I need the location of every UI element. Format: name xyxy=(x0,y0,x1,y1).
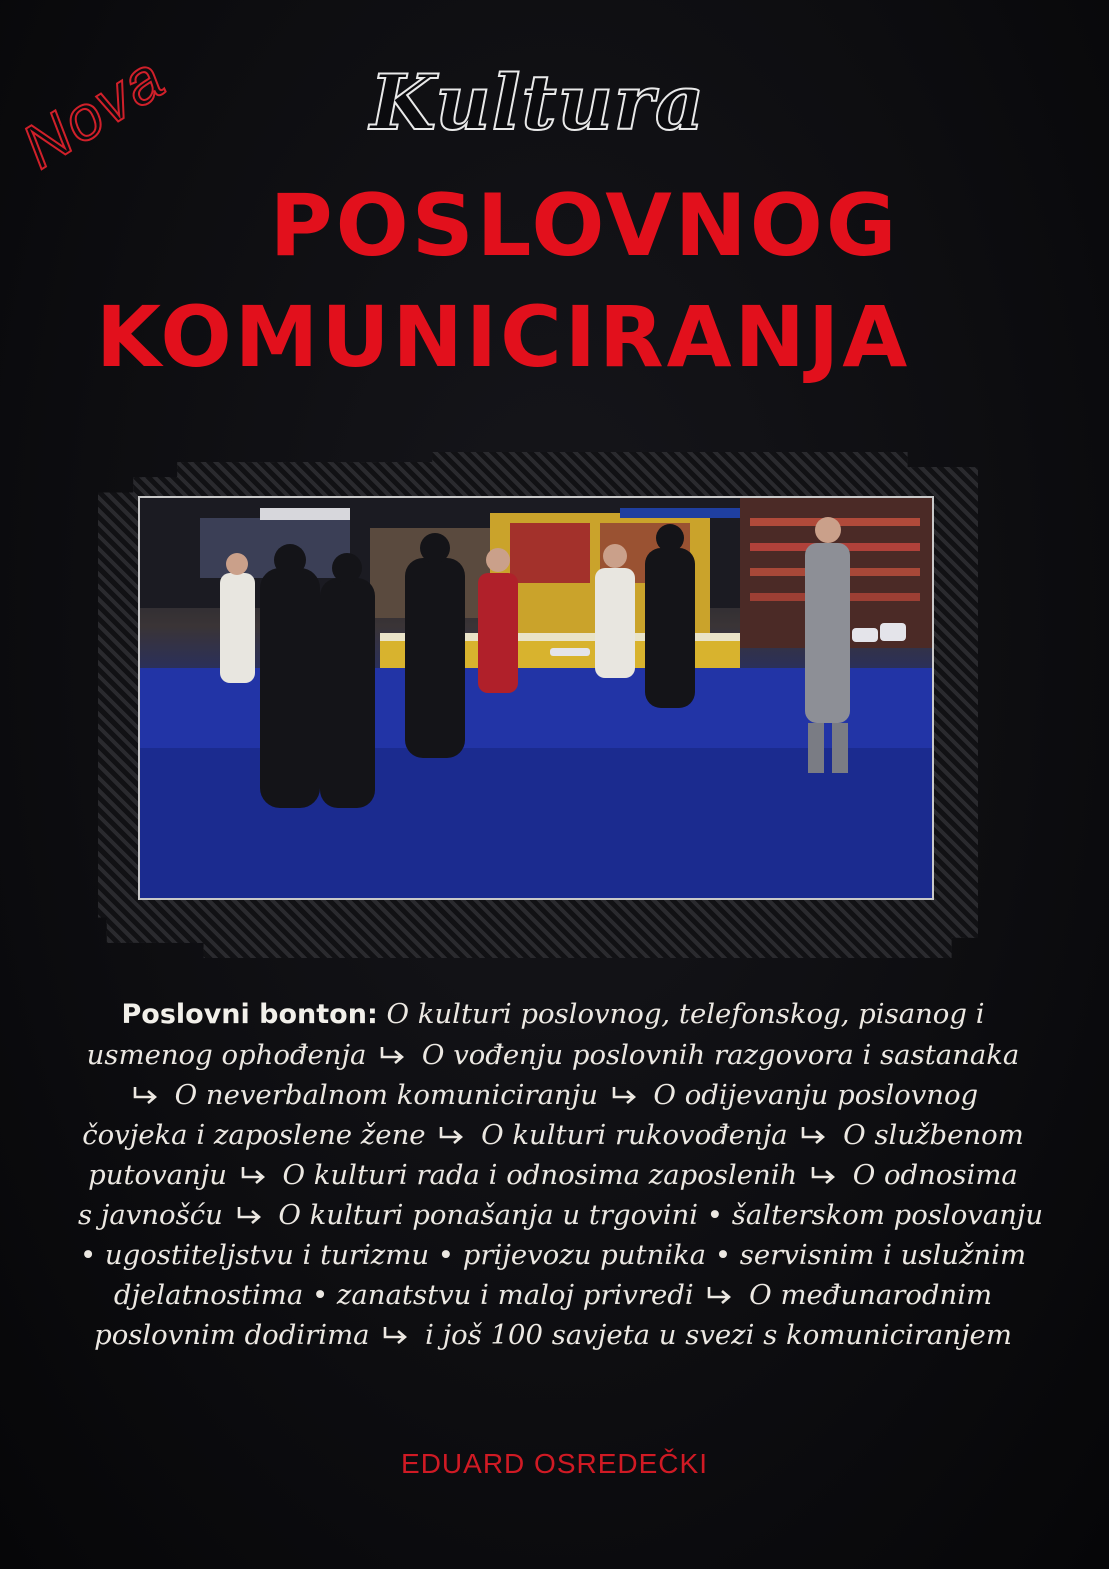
blurb-line xyxy=(78,1155,1028,1195)
hook-arrow-icon xyxy=(382,1323,412,1347)
blurb-text: poslovnim dodirima xyxy=(94,1319,370,1351)
blurb-text: • ugostiteljstvu i turizmu • prijevozu putnika • servisnim i uslužnim xyxy=(79,1239,1027,1271)
cover-photo xyxy=(138,496,934,900)
blurb-line xyxy=(78,1195,1044,1235)
nova-label: Nova xyxy=(10,42,178,183)
blurb-text: s javnošću xyxy=(78,1199,223,1231)
author-name: EDUARD OSREDEČKI xyxy=(401,1448,708,1479)
blurb-text: O kulturi ponašanja u trgovini • šalterskom poslovanju xyxy=(278,1199,1044,1231)
blurb-lead: Poslovni bonton: xyxy=(121,999,378,1030)
blurb-line xyxy=(78,1235,1028,1275)
title-line-1: POSLOVNOG xyxy=(269,176,900,276)
blurb-line xyxy=(78,1315,1028,1355)
blurb-line xyxy=(78,1075,1028,1115)
hook-arrow-icon xyxy=(438,1123,468,1147)
blurb-text: O vođenju poslovnih razgovora i sastanaka xyxy=(421,1039,1020,1071)
blurb-text: O službenom xyxy=(843,1119,1024,1151)
hook-arrow-icon xyxy=(240,1163,270,1187)
blurb-text: O međunarodnim xyxy=(749,1279,993,1311)
blurb-text: O kulturi rukovođenja xyxy=(481,1119,788,1151)
blurb-line xyxy=(78,1115,1028,1155)
blurb-text: O neverbalnom komuniciranju xyxy=(174,1079,598,1111)
blurb-line xyxy=(78,994,1028,1035)
blurb xyxy=(78,994,1044,1355)
blurb-text: i još 100 savjeta u svezi s komuniciranjem xyxy=(425,1319,1012,1351)
blurb-text: O kulturi poslovnog, telefonskog, pisanog i xyxy=(386,998,985,1030)
blurb-text: usmenog ophođenja xyxy=(86,1039,367,1071)
blurb-text: O odnosima xyxy=(852,1159,1018,1191)
hook-arrow-icon xyxy=(379,1043,409,1067)
kultura-title: Kultura xyxy=(370,58,706,147)
blurb-text: putovanju xyxy=(88,1159,227,1191)
hook-arrow-icon xyxy=(706,1283,736,1307)
hook-arrow-icon xyxy=(800,1123,830,1147)
blurb-line xyxy=(78,1035,1028,1075)
blurb-text: O odijevanju poslovnog xyxy=(653,1079,979,1111)
trade-fair-scene xyxy=(140,498,932,898)
blurb-text: čovjeka i zaposlene žene xyxy=(82,1119,426,1151)
hook-arrow-icon xyxy=(810,1163,840,1187)
blurb-text: djelatnostima • zanatstvu i maloj privredi xyxy=(113,1279,694,1311)
blurb-text: O kulturi rada i odnosima zaposlenih xyxy=(282,1159,798,1191)
hook-arrow-icon xyxy=(132,1083,162,1107)
hook-arrow-icon xyxy=(236,1203,266,1227)
blurb-line xyxy=(78,1275,1028,1315)
hook-arrow-icon xyxy=(611,1083,641,1107)
title-line-2: KOMUNICIRANJA xyxy=(96,288,911,386)
